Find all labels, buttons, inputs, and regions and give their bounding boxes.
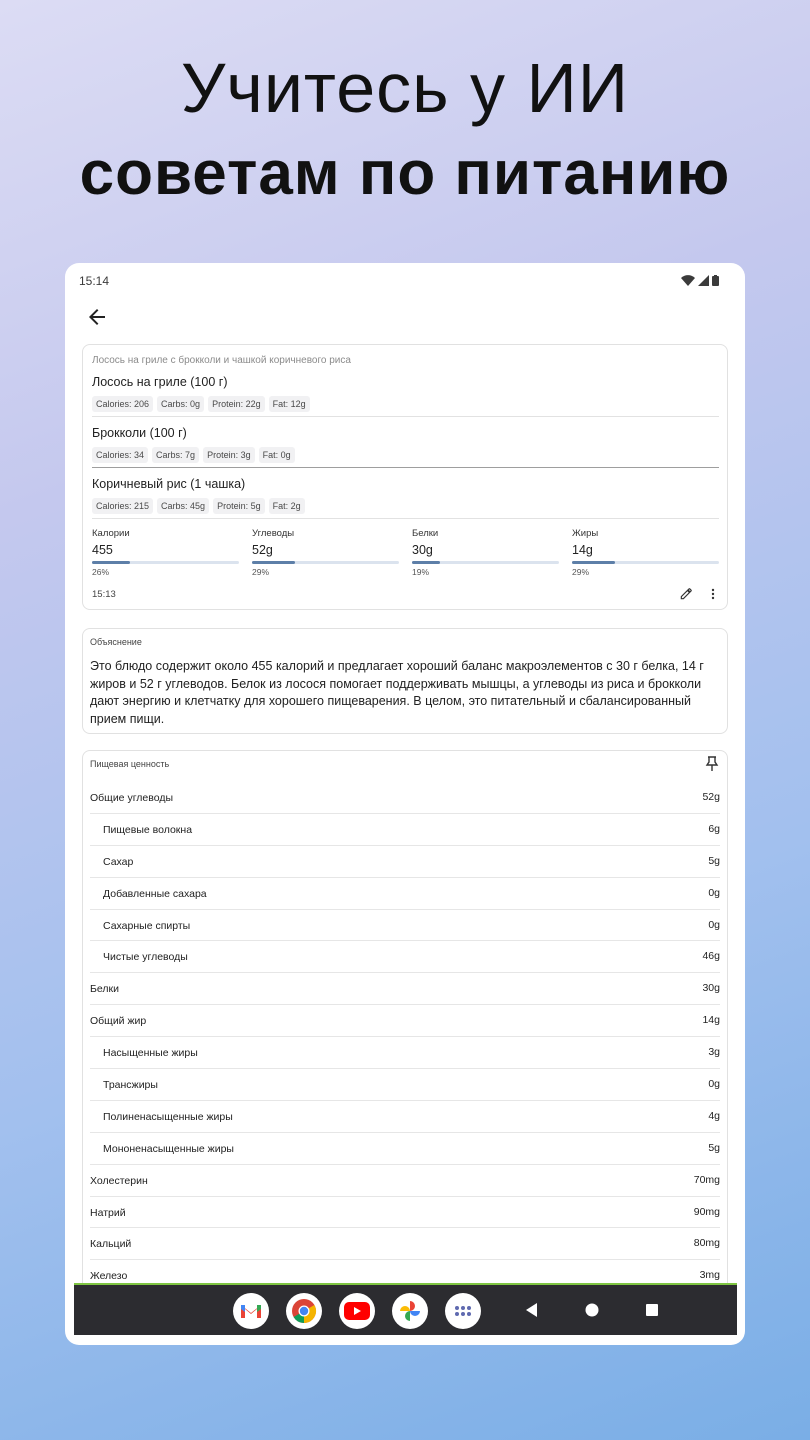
nutrition-row: [90, 1228, 720, 1260]
device-screen: [65, 263, 745, 1345]
gmail-icon[interactable]: [233, 1293, 269, 1329]
nutrition-row: [90, 814, 720, 846]
explanation-title: Объяснение: [90, 637, 142, 647]
macro-protein: [412, 528, 559, 577]
divider: [92, 518, 719, 519]
macro-label: Калории: [92, 528, 130, 539]
nutrition-row: [90, 1101, 720, 1133]
meal-item-name: Лосось на гриле (100 г): [92, 375, 228, 389]
carbs-chip: Carbs: 45g: [157, 498, 209, 514]
wifi-icon: [681, 275, 695, 286]
divider: [92, 416, 719, 417]
fat-chip: Fat: 2g: [269, 498, 305, 514]
nutrient-name: Холестерин: [90, 1174, 148, 1187]
macro-label: Углеводы: [252, 528, 295, 539]
nutrition-row: [90, 941, 720, 973]
calories-chip: Calories: 206: [92, 396, 153, 412]
nutrient-name: Мононенасыщенные жиры: [103, 1142, 234, 1155]
macro-progress: [572, 561, 719, 564]
nutrient-name: Полиненасыщенные жиры: [103, 1110, 233, 1123]
nutrient-value: 70mg: [693, 1173, 720, 1186]
meal-item-name: Брокколи (100 г): [92, 426, 187, 440]
nutrient-value: 0g: [708, 1078, 720, 1091]
protein-chip: Protein: 22g: [208, 396, 265, 412]
meal-description: Лосось на гриле с брокколи и чашкой коричневого риса: [92, 355, 351, 366]
macro-percent: 29%: [252, 567, 270, 577]
nutrient-name: Сахарные спирты: [103, 919, 191, 932]
nutrition-row: [90, 973, 720, 1005]
protein-chip: Protein: 5g: [213, 498, 265, 514]
nutrition-row: [90, 878, 720, 910]
nutrition-row: [90, 1069, 720, 1101]
macro-percent: 29%: [572, 567, 590, 577]
nutrient-name: Трансжиры: [103, 1079, 158, 1092]
carbs-chip: Carbs: 0g: [157, 396, 204, 412]
explanation-body: Это блюдо содержит около 455 калорий и предлагает хороший баланс макроэлементов с 30 г белка, 14 г жиров и 52 г углеводов. Белок из лосося помогает поддерживать мышцы, а углеводы из риса и брокколи дают энергию и клетчатку для хорошего пищеварения. В целом, это питательный и сбалансированный прием пищи.: [90, 659, 704, 726]
meal-card[interactable]: [82, 344, 728, 610]
macro-carbs: [252, 528, 399, 577]
nutrition-card: [82, 750, 728, 1290]
nutrient-value: 5g: [708, 1141, 720, 1154]
pin-icon[interactable]: [705, 756, 719, 772]
fat-chip: Fat: 0g: [259, 447, 295, 463]
youtube-icon[interactable]: [339, 1293, 375, 1329]
more-vert-icon[interactable]: [708, 587, 718, 601]
nutrient-name: Общий жир: [90, 1015, 147, 1028]
nutrient-value: 14g: [702, 1014, 720, 1027]
status-time: 15:14: [79, 274, 110, 288]
nutrition-row: [90, 1037, 720, 1069]
macro-progress: [92, 561, 239, 564]
nutrient-value: 0g: [708, 886, 720, 899]
macro-progress-fill: [92, 561, 130, 564]
nutrition-title: Пищевая ценность: [90, 759, 170, 769]
headline-line2: советам по питанию: [79, 139, 731, 208]
explanation-card: [82, 628, 728, 734]
nutrient-name: Кальций: [90, 1238, 132, 1251]
meal-item[interactable]: [92, 375, 719, 412]
meal-item[interactable]: [92, 426, 719, 463]
nav-back-icon[interactable]: [523, 1301, 541, 1319]
nutrient-value: 80mg: [693, 1237, 720, 1250]
app-drawer-icon[interactable]: [445, 1293, 481, 1329]
system-taskbar: [74, 1283, 737, 1335]
nutrient-name: Натрий: [90, 1206, 126, 1219]
calories-chip: Calories: 34: [92, 447, 148, 463]
edit-icon[interactable]: [679, 587, 693, 601]
nutrition-row: [90, 1005, 720, 1037]
chrome-icon[interactable]: [286, 1293, 322, 1329]
nutrient-name: Насыщенные жиры: [103, 1047, 198, 1060]
meal-item-name: Коричневый рис (1 чашка): [92, 477, 246, 491]
status-bar: [79, 273, 719, 291]
nutrient-name: Добавленные сахара: [103, 887, 207, 900]
nutrient-value: 46g: [702, 950, 720, 963]
nutrition-row: [90, 1165, 720, 1197]
nutrient-value: 52g: [702, 791, 720, 803]
nutrient-value: 6g: [708, 822, 720, 835]
macro-value: 14g: [572, 543, 593, 557]
macro-progress-fill: [572, 561, 615, 564]
headline-line1: Учитесь у ИИ: [180, 49, 630, 127]
macro-progress-fill: [252, 561, 295, 564]
macro-value: 52g: [252, 543, 273, 557]
macro-value: 455: [92, 543, 113, 557]
nutrient-name: Белки: [90, 983, 119, 996]
nutrition-row: [90, 846, 720, 878]
macro-percent: 19%: [412, 567, 430, 577]
meal-timestamp: 15:13: [92, 589, 116, 600]
protein-chip: Protein: 3g: [203, 447, 255, 463]
divider: [92, 467, 719, 468]
macro-value: 30g: [412, 543, 433, 557]
macro-label: Белки: [412, 528, 439, 539]
macro-fat: [572, 528, 719, 577]
photos-icon[interactable]: [392, 1293, 428, 1329]
nutrient-name: Пищевые волокна: [103, 823, 193, 836]
carbs-chip: Carbs: 7g: [152, 447, 199, 463]
nutrient-name: Сахар: [103, 855, 134, 868]
nutrient-value: 30g: [702, 982, 720, 995]
nutrition-list: [83, 782, 727, 1290]
nutrition-row: [90, 910, 720, 942]
macro-progress: [252, 561, 399, 564]
macro-label: Жиры: [572, 528, 599, 539]
meal-item[interactable]: [92, 477, 719, 514]
nav-recents-icon[interactable]: [643, 1301, 661, 1319]
nutrition-row: [90, 1133, 720, 1165]
nutrient-name: Железо: [90, 1270, 128, 1283]
nutrient-value: 90mg: [693, 1205, 720, 1218]
macro-calories: [92, 528, 239, 577]
signal-icon: [698, 275, 709, 286]
nutrition-row: [90, 782, 720, 814]
back-arrow-icon[interactable]: [85, 305, 109, 329]
nutrient-value: 3g: [708, 1046, 720, 1059]
nutrient-name: Чистые углеводы: [103, 951, 188, 964]
macro-percent: 26%: [92, 567, 110, 577]
battery-icon: [712, 275, 719, 286]
nutrient-value: 0g: [708, 918, 720, 931]
nutrient-value: 5g: [708, 854, 720, 867]
nutrient-name: Общие углеводы: [90, 792, 174, 804]
fat-chip: Fat: 12g: [269, 396, 310, 412]
nav-home-icon[interactable]: [583, 1301, 601, 1319]
nutrient-value: 4g: [708, 1109, 720, 1122]
calories-chip: Calories: 215: [92, 498, 153, 514]
macro-progress: [412, 561, 559, 564]
macro-progress-fill: [412, 561, 440, 564]
nutrition-row: [90, 1197, 720, 1229]
nutrient-value: 3mg: [699, 1269, 720, 1282]
